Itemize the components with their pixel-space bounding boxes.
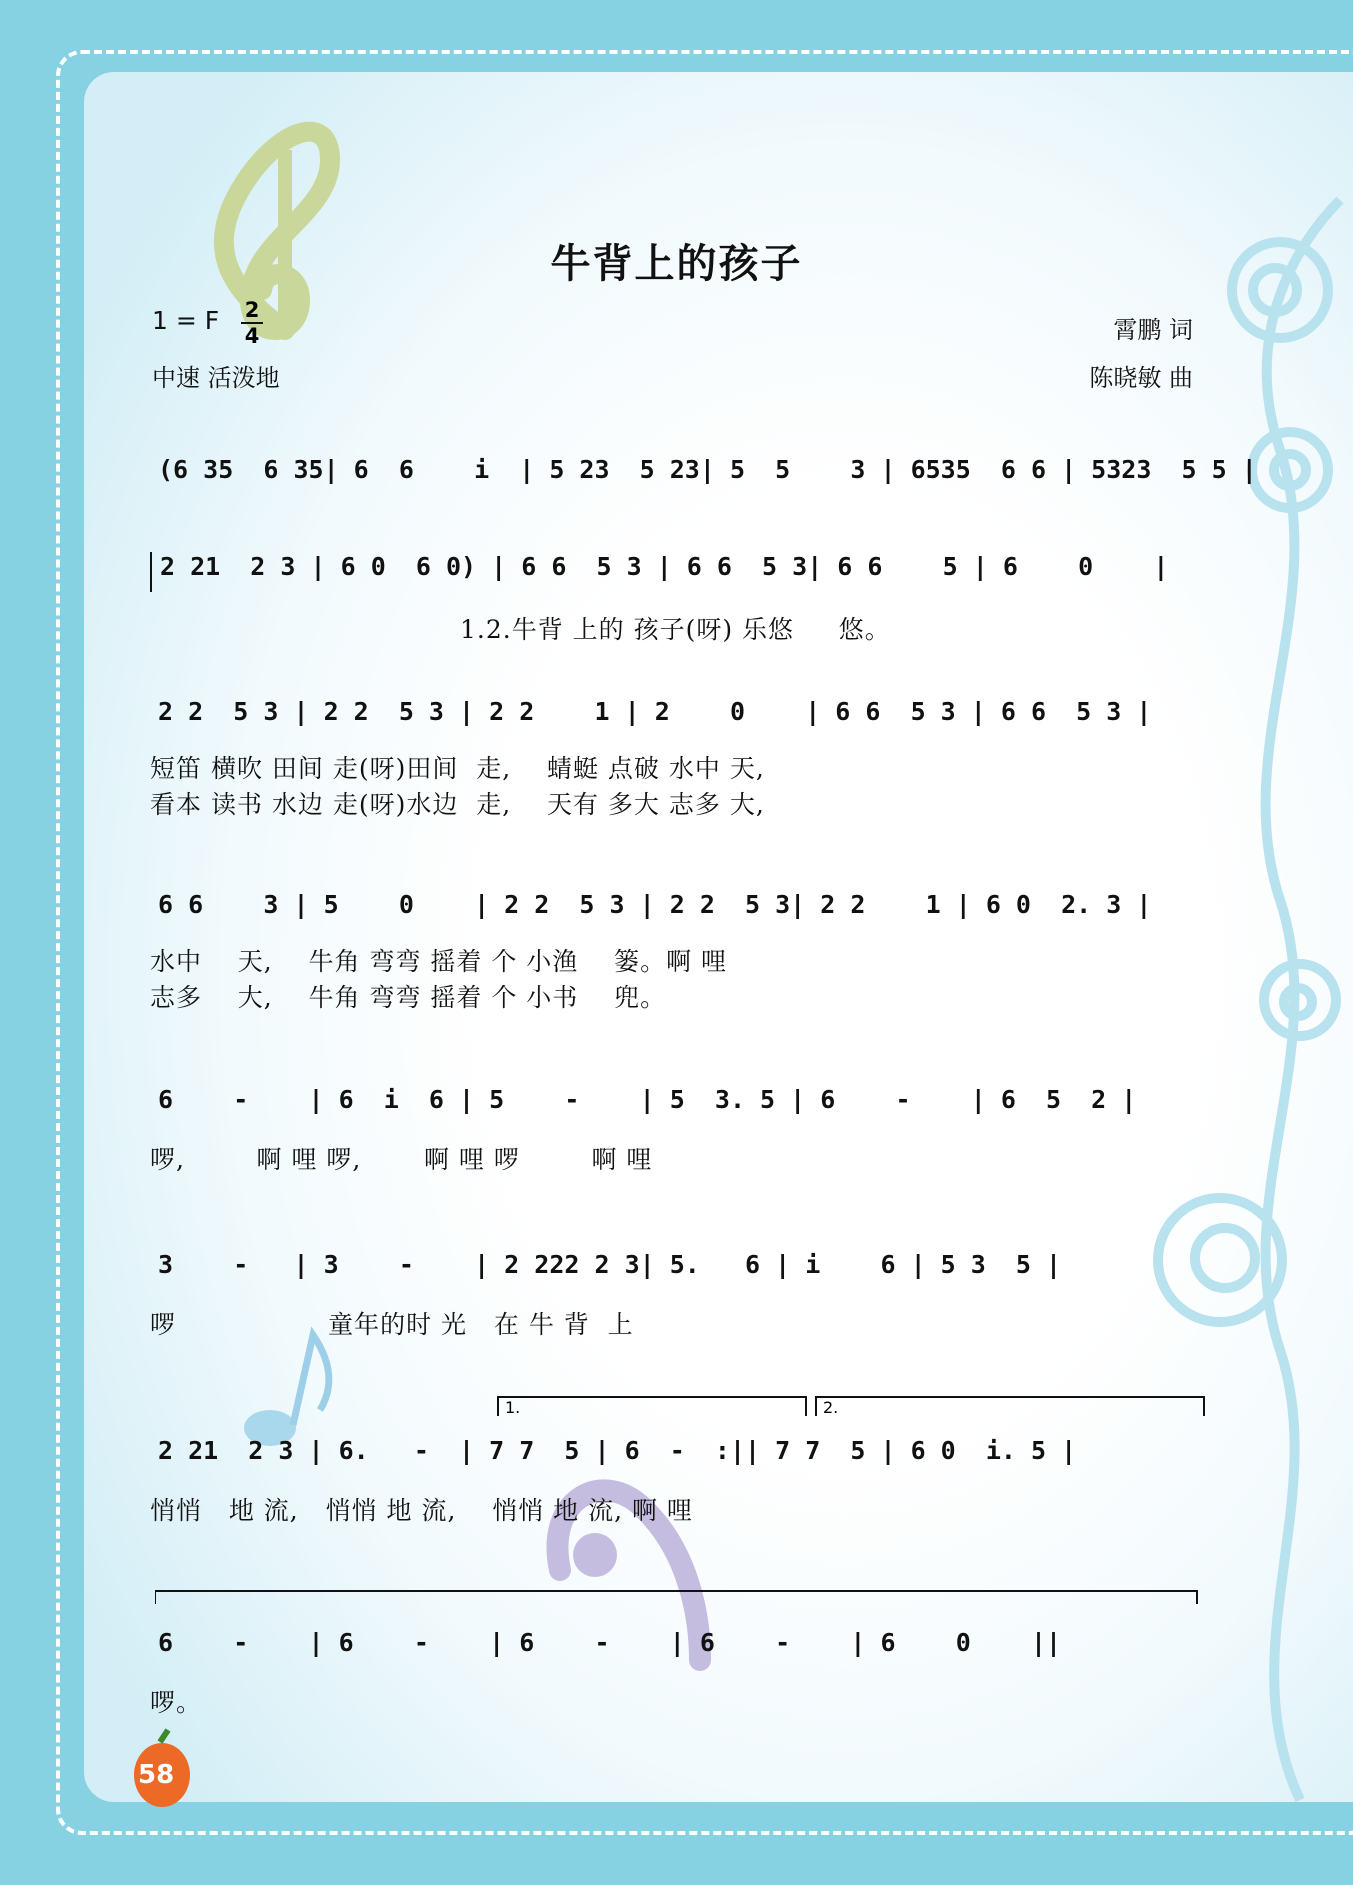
time-signature — [241, 300, 263, 346]
lyric-line: 啰, 啊 哩 啰, 啊 哩 啰 啊 哩 — [150, 1145, 653, 1174]
tie-bracket — [155, 1590, 1198, 1604]
treble-clef-icon — [224, 132, 330, 330]
lyric-line: 看本 读书 水边 走(呀)水边 走, 天有 多大 志多 大, — [150, 790, 765, 819]
notation-line: 3 - | 3 - | 2 222 2 3| 5. 6 | i 6 | 5 3 5 | — [158, 1250, 1062, 1279]
lyric-line: 志多 大, 牛角 弯弯 摇着 个 小书 兜。 — [150, 983, 667, 1012]
page-number: 58 — [138, 1760, 175, 1790]
lyric-line: 1.2.牛背 上的 孩子(呀) 乐悠 悠。 — [460, 615, 891, 644]
lyric-line: 啰 童年的时 光 在 牛 背 上 — [150, 1310, 634, 1339]
composer-credit: 陈晓敏 曲 — [1089, 364, 1193, 392]
lyric-line: 水中 天, 牛角 弯弯 摇着 个 小渔 篓。啊 哩 — [150, 947, 728, 976]
notation-line: 2 2 5 3 | 2 2 5 3 | 2 2 1 | 2 0 | 6 6 5 3 | 6 6 5 3 | — [158, 697, 1152, 726]
time-bottom: 4 — [244, 324, 260, 348]
key-signature: 1 = F — [152, 306, 220, 335]
song-title: 牛背上的孩子 — [550, 241, 803, 287]
lyric-line: 短笛 横吹 田间 走(呀)田间 走, 蜻蜓 点破 水中 天, — [150, 754, 765, 783]
volta-1: 1. — [497, 1396, 807, 1416]
notation-line: 6 - | 6 - | 6 - | 6 - | 6 0 || — [158, 1628, 1062, 1657]
notation-line: (6 35 6 35| 6 6 i | 5 23 5 23| 5 5 3 | 6535 6 6 | 5323 5 5 | — [158, 455, 1257, 484]
lyric-line: 悄悄 地 流, 悄悄 地 流, 悄悄 地 流, 啊 哩 — [150, 1496, 693, 1525]
notation-line: 6 - | 6 i 6 | 5 - | 5 3. 5 | 6 - | 6 5 2 | — [158, 1085, 1137, 1114]
eighth-note-icon — [244, 1335, 329, 1446]
lyricist-credit: 霄鹏 词 — [1113, 316, 1193, 344]
tempo-marking: 中速 活泼地 — [152, 364, 280, 392]
volta-2: 2. — [815, 1396, 1205, 1416]
time-top: 2 — [244, 298, 260, 322]
notation-line: 6 6 3 | 5 0 | 2 2 5 3 | 2 2 5 3| 2 2 1 | 6 0 2. 3 | — [158, 890, 1152, 919]
notation-line: 2 21 2 3 | 6 0 6 0) | 6 6 5 3 | 6 6 5 3| 6 6 5 | 6 0 | — [150, 552, 1200, 592]
lyric-line: 啰。 — [150, 1688, 203, 1717]
notation-line: 2 21 2 3 | 6. - | 7 7 5 | 6 - :|| 7 7 5 | 6 0 i. 5 | — [158, 1436, 1077, 1465]
